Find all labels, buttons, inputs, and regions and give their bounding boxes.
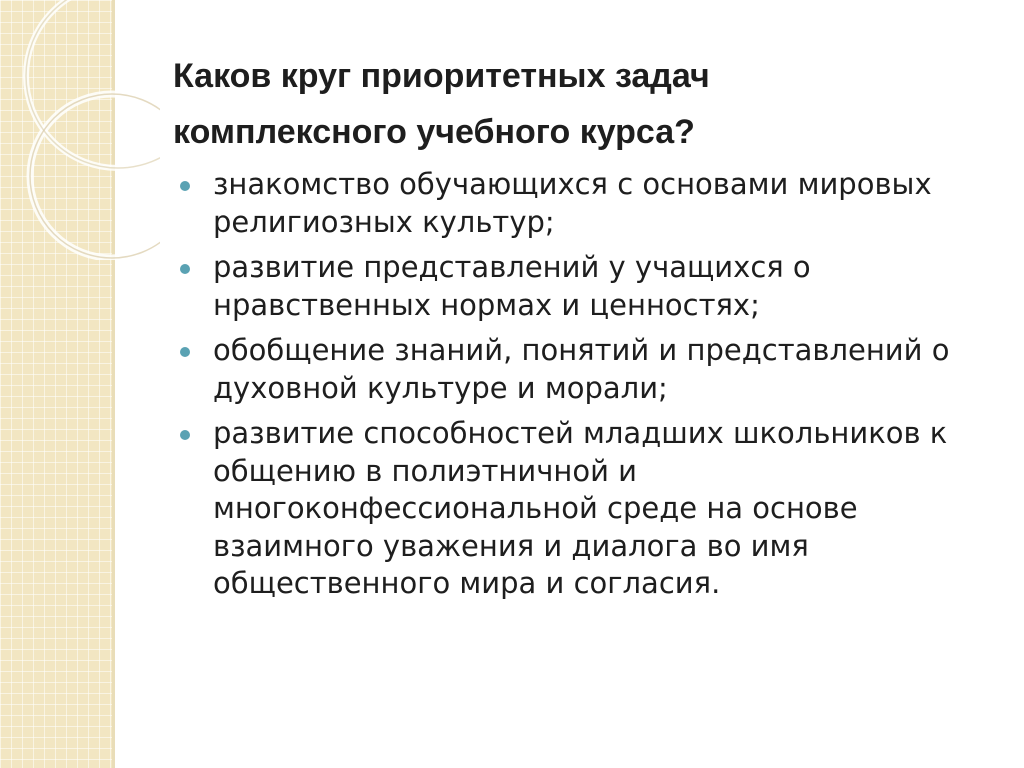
bullet-item <box>180 415 980 603</box>
decorative-ring-large <box>26 0 160 168</box>
decorative-ring-lower <box>30 94 160 258</box>
bullet-dot-icon <box>180 430 190 440</box>
decorative-ring-large-outline <box>26 0 160 168</box>
bullet-text: развитие способностей младших школьников к общению в полиэтничной и многоконфессиональной среде на основе взаимного уважения и диалога во имя общественного мира и согласия. <box>213 416 948 600</box>
decorative-rings <box>0 0 160 260</box>
slide-title-line-1: Каков круг приоритетных задач <box>173 57 710 95</box>
bullet-dot-icon <box>180 181 190 191</box>
bullet-item <box>180 166 980 241</box>
bullet-text: обобщение знаний, понятий и представлений о духовной культуре и морали; <box>213 333 950 405</box>
bullet-item <box>180 332 980 407</box>
slide-title-line-2: комплексного учебного курса? <box>173 113 695 151</box>
bullet-item <box>180 249 980 324</box>
bullet-dot-icon <box>180 347 190 357</box>
bullet-text: развитие представлений у учащихся о нравственных нормах и ценностях; <box>213 250 811 322</box>
slide-title <box>173 48 973 160</box>
bullet-list <box>180 166 980 611</box>
bullet-dot-icon <box>180 264 190 274</box>
bullet-text: знакомство обучающихся с основами мировых религиозных культур; <box>213 167 932 239</box>
